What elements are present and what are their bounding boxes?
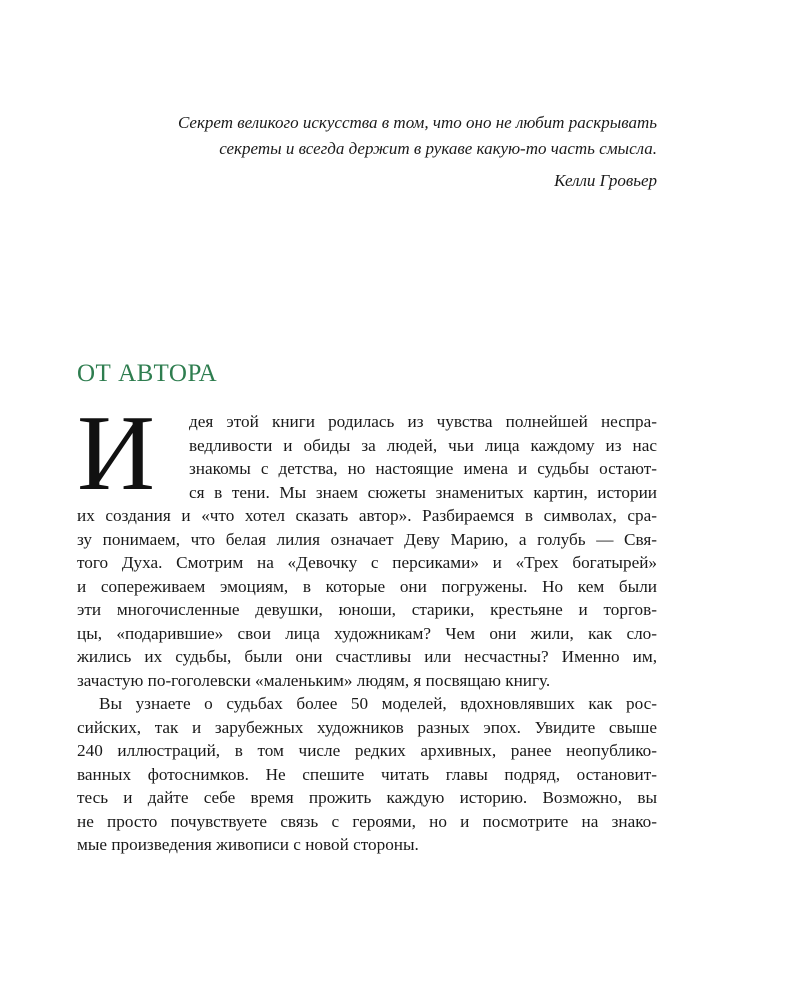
text-line: зу понимаем, что белая лилия означает Деву Марию, а голубь — Свя- <box>77 529 657 549</box>
drop-cap: И <box>77 394 155 513</box>
epigraph-line: секреты и всегда держит в рукаве какую-то часть смысла. <box>219 139 657 158</box>
text-line: не просто почувствуете связь с героями, но и посмотрите на знако- <box>77 811 657 831</box>
text-line: ведливости и обиды за людей, чьи лица каждому из нас <box>189 435 657 455</box>
text-line: того Духа. Смотрим на «Девочку с персиками» и «Трех богатырей» <box>77 553 657 572</box>
text-line: дея этой книги родилась из чувства полнейшей неспра- <box>189 412 657 431</box>
text-line: жились их судьбы, были они счастливы или несчастны? Именно им, <box>77 647 657 666</box>
text-line: их создания и «что хотел сказать автор». Разбираемся в символах, сра- <box>77 506 657 525</box>
text-line: зачастую по-гоголевски «маленьким» людям, я посвящаю книгу. <box>77 670 551 690</box>
epigraph <box>110 110 657 194</box>
drop-cap-block <box>77 394 657 513</box>
section-title: ОТ АВТОРА <box>77 360 218 387</box>
indented-lines <box>189 410 657 504</box>
text-line: мые произведения живописи с новой стороны. <box>77 835 419 854</box>
text-line: 240 иллюстраций, в том числе редких архивных, ранее неопублико- <box>77 741 657 760</box>
text-line: Вы узнаете о судьбах более 50 моделей, вдохновлявших как рос- <box>99 694 657 713</box>
epigraph-line: Секрет великого искусства в том, что оно не любит раскрывать <box>177 113 657 132</box>
body-text <box>77 394 657 857</box>
text-line: ся в тени. Мы знаем сюжеты знаменитых картин, истории <box>189 482 657 502</box>
text-line: тесь и дайте себе время прожить каждую историю. Возможно, вы <box>77 788 657 807</box>
text-line: ванных фотоснимков. Не спешите читать главы подряд, остановит- <box>77 764 657 784</box>
text-line: знакомы с детства, но настоящие имена и судьбы остают- <box>189 459 657 478</box>
text-line: и сопереживаем эмоциям, в которые они погружены. Но кем были <box>77 576 657 596</box>
epigraph-author: Келли Гровьер <box>554 171 657 190</box>
text-line: эти многочисленные девушки, юноши, старики, крестьяне и торгов- <box>77 600 657 619</box>
text-line: цы, «подарившие» свои лица художникам? Чем они жили, как сло- <box>77 623 657 643</box>
text-line: сийских, так и зарубежных художников разных эпох. Увидите свыше <box>77 717 657 737</box>
